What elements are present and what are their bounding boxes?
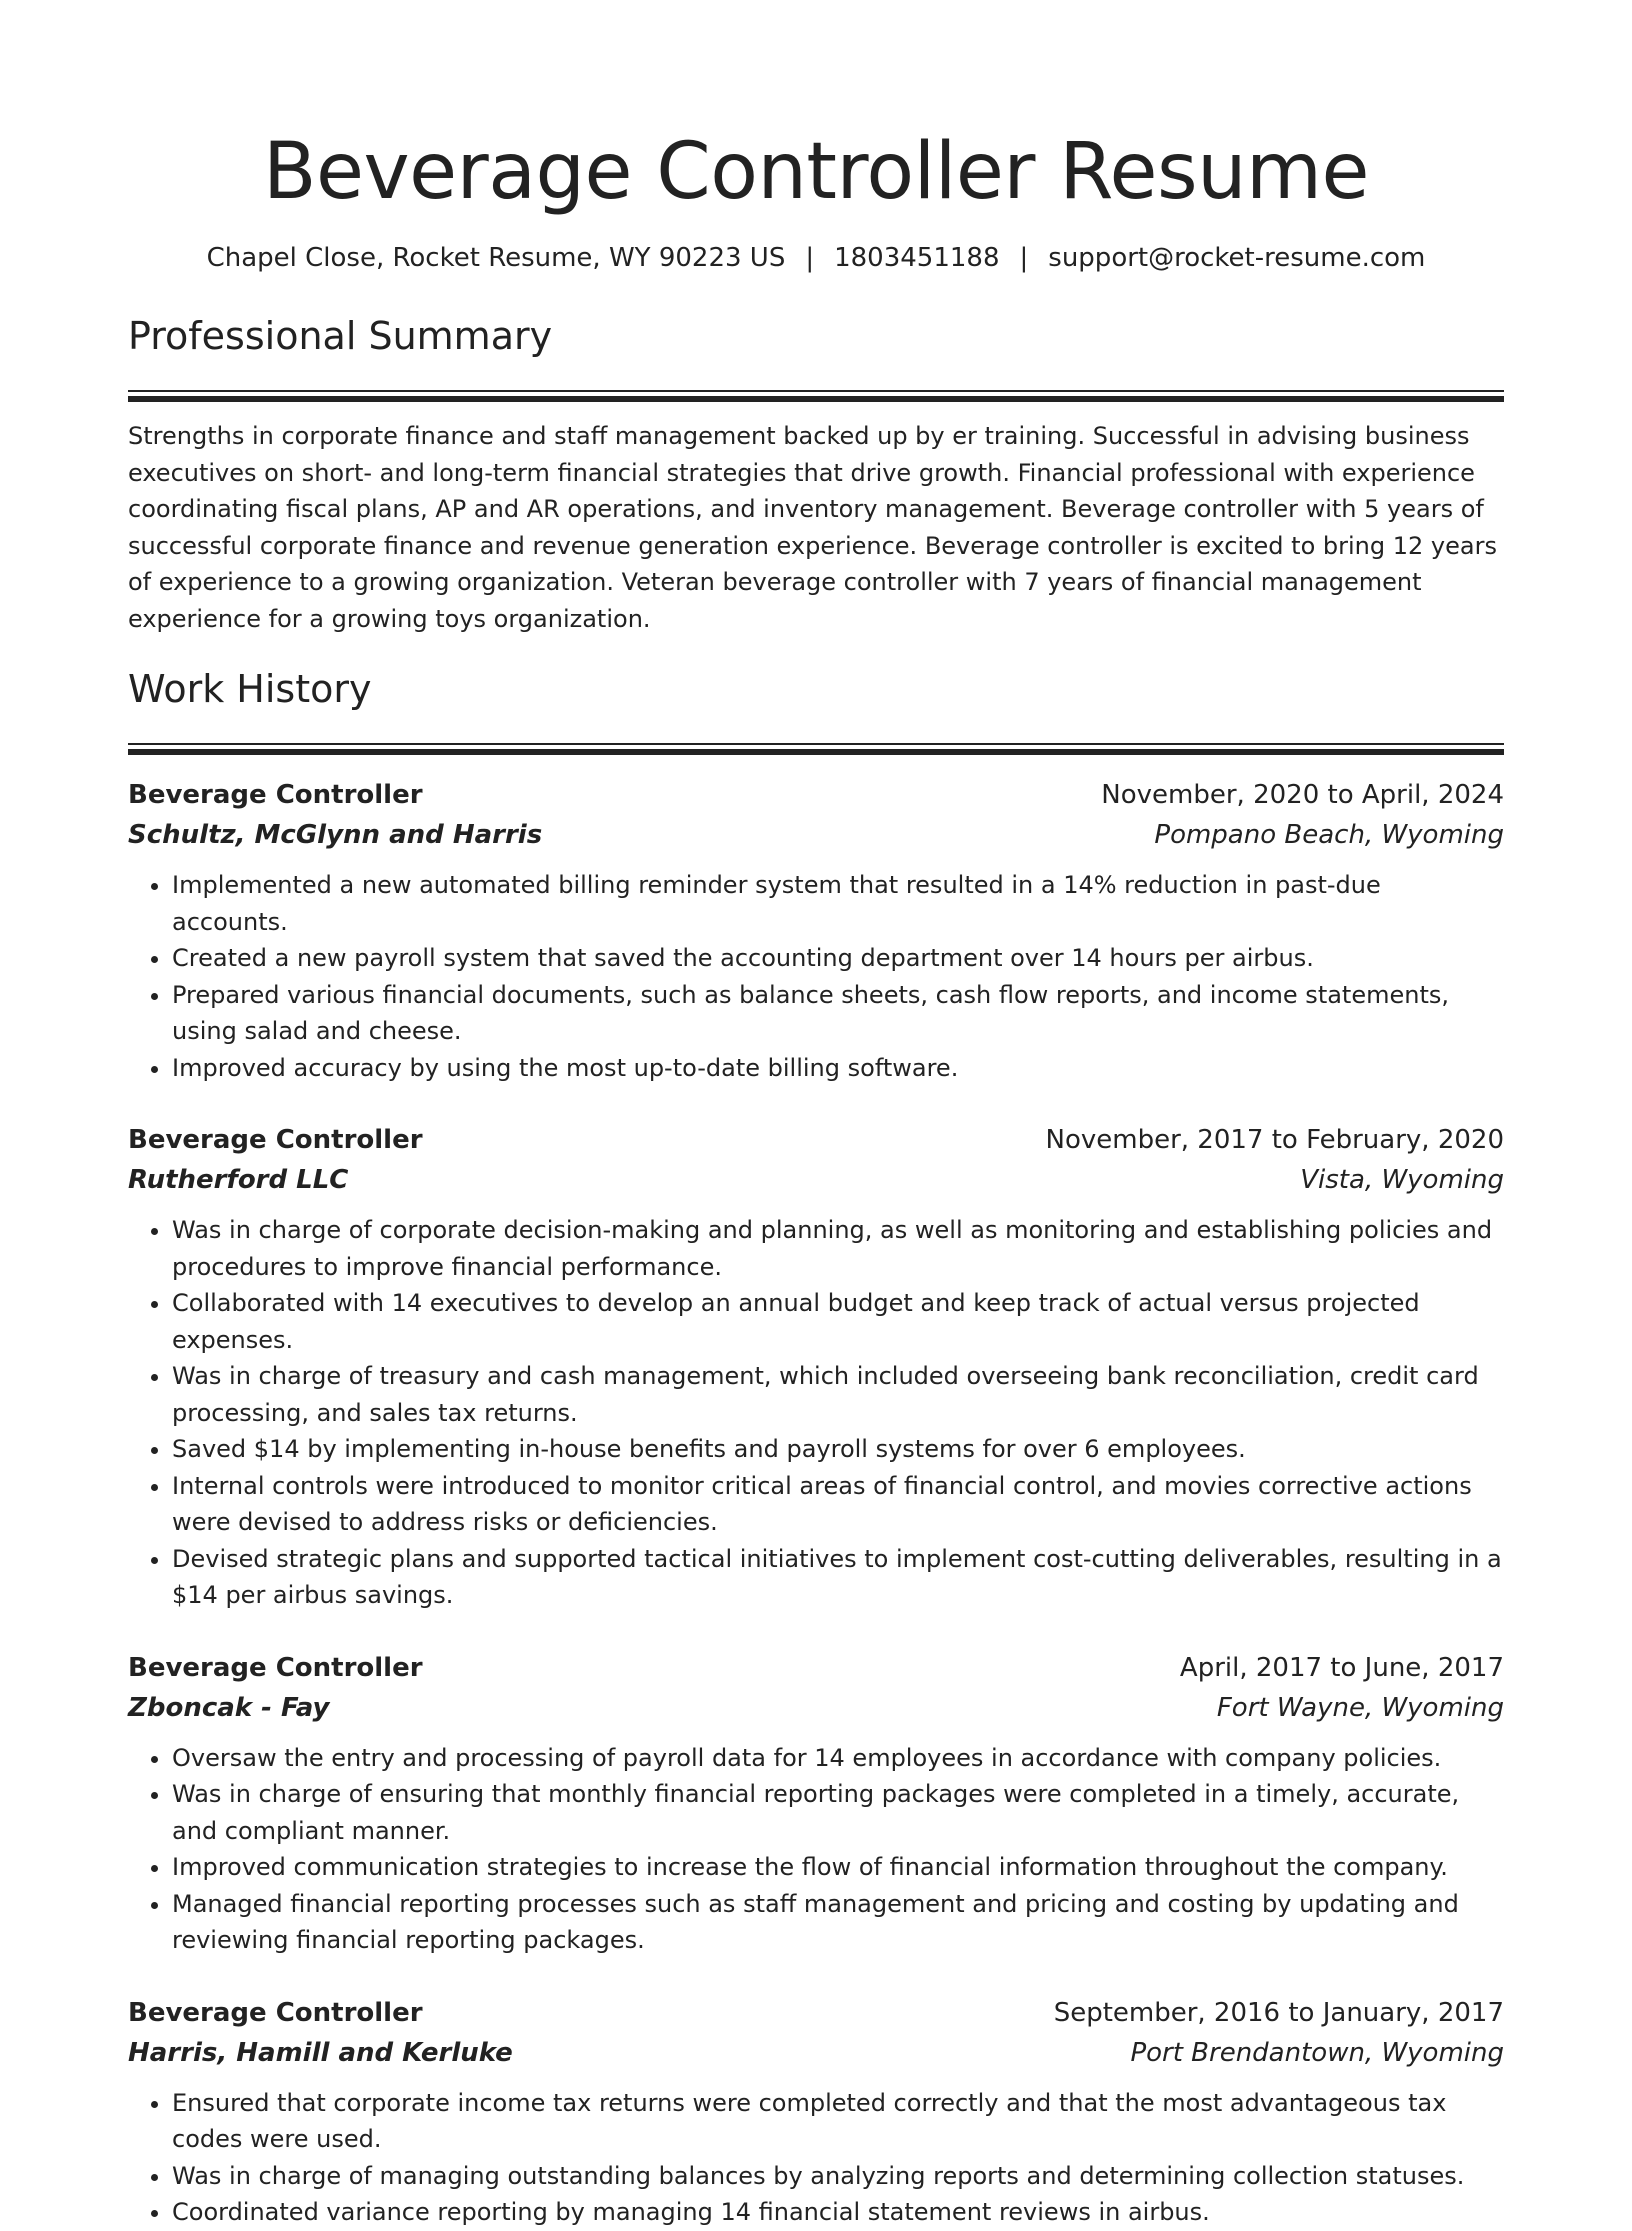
job-bullet: • Created a new payroll system that saved the accounting department over 14 hours per airbus.: [172, 940, 1504, 977]
job-bullet: • Oversaw the entry and processing of payroll data for 14 employees in accordance with company policies.: [172, 1740, 1504, 1777]
job-title: Beverage Controller: [128, 1125, 423, 1155]
job-dates: November, 2020 to April, 2024: [1101, 780, 1504, 810]
job-bullet: • Collaborated with 14 executives to develop an annual budget and keep track of actual versus projected expenses.: [172, 1285, 1504, 1358]
job-location: Pompano Beach, Wyoming: [1154, 820, 1504, 850]
section-divider: [128, 743, 1504, 745]
section-divider-thick: [128, 396, 1504, 402]
job-bullet: • Improved communication strategies to increase the flow of financial information throughout the company.: [172, 1849, 1504, 1886]
job-company: Zboncak - Fay: [128, 1692, 330, 1723]
job-company-row: [128, 1688, 1504, 1728]
job-header-row: [128, 775, 1504, 815]
job-bullet: • Managed financial reporting processes such as staff management and pricing and costing by updating and reviewing financial reporting packages.: [172, 1886, 1504, 1959]
job-entry: [128, 1648, 1504, 1959]
work-history-section: [128, 665, 1504, 2231]
section-heading-summary: Professional Summary: [128, 314, 553, 358]
resume-page: [128, 0, 1504, 2231]
job-company: Rutherford LLC: [128, 1165, 349, 1195]
section-divider-thick: [128, 749, 1504, 755]
job-title: Beverage Controller: [128, 1652, 423, 1683]
job-bullet: • Saved $14 by implementing in-house benefits and payroll systems for over 6 employees.: [172, 1431, 1504, 1468]
job-bullet: • Was in charge of corporate decision-making and planning, as well as monitoring and establishing policies and procedures to improve financial performance.: [172, 1212, 1504, 1285]
contact-email[interactable]: support@rocket-resume.com: [1048, 243, 1426, 273]
contact-address: Chapel Close, Rocket Resume, WY 90223 US: [206, 243, 786, 273]
contact-phone: 1803451188: [834, 243, 1000, 273]
contact-line: [128, 238, 1504, 278]
job-company: Schultz, McGlynn and Harris: [128, 820, 543, 850]
job-header-row: [128, 1120, 1504, 1160]
job-location: Vista, Wyoming: [1300, 1165, 1504, 1195]
job-entry: [128, 1120, 1504, 1614]
job-bullet: • Was in charge of managing outstanding balances by analyzing reports and determining collection statuses.: [172, 2158, 1504, 2195]
job-company-row: [128, 1160, 1504, 1200]
job-entry: [128, 775, 1504, 1086]
summary-text: Strengths in corporate finance and staff management backed up by er training. Successful in advising business executives on short- and long-term financial strategies that drive growth. Financial professional with experience coordinating fiscal plans, AP and AR operations, and inventory management. Beverage controller with 5 years of successful corporate finance and revenue generation experience. Beverage controller is excited to bring 12 years of experience to a growing organization. Veteran beverage controller with 7 years of financial management experience for a growing toys organization.: [128, 422, 1497, 633]
job-company-row: [128, 2033, 1504, 2073]
section-heading-work: Work History: [128, 667, 372, 711]
section-divider: [128, 390, 1504, 392]
job-title: Beverage Controller: [128, 1997, 423, 2028]
job-bullet: • Implemented a new automated billing reminder system that resulted in a 14% reduction in past-due accounts.: [172, 867, 1504, 940]
job-company-row: [128, 815, 1504, 855]
job-bullet: • Was in charge of treasury and cash management, which included overseeing bank reconciliation, credit card processing, and sales tax returns.: [172, 1358, 1504, 1431]
job-location: Port Brendantown, Wyoming: [1130, 2037, 1504, 2068]
professional-summary-section: [128, 312, 1504, 637]
job-bullet: • Coordinated variance reporting by managing 14 financial statement reviews in airbus.: [172, 2194, 1504, 2231]
job-bullets: [128, 1212, 1504, 1614]
job-header-row: [128, 1648, 1504, 1688]
job-bullet: • Was in charge of ensuring that monthly financial reporting packages were completed in a timely, accurate, and compliant manner.: [172, 1776, 1504, 1849]
job-bullet: • Improved accuracy by using the most up-to-date billing software.: [172, 1050, 1504, 1087]
resume-title: Beverage Controller Resume: [262, 127, 1369, 217]
job-dates: September, 2016 to January, 2017: [1053, 1997, 1504, 2028]
job-bullets: [128, 1740, 1504, 1959]
job-bullet: • Ensured that corporate income tax returns were completed correctly and that the most advantageous tax codes were used.: [172, 2085, 1504, 2158]
job-title: Beverage Controller: [128, 780, 423, 810]
job-bullet: • Devised strategic plans and supported tactical initiatives to implement cost-cutting deliverables, resulting in a $14 per airbus savings.: [172, 1541, 1504, 1614]
contact-separator: |: [1019, 243, 1029, 273]
job-bullets: [128, 867, 1504, 1086]
job-location: Fort Wayne, Wyoming: [1216, 1692, 1504, 1723]
job-company: Harris, Hamill and Kerluke: [128, 2037, 513, 2068]
job-bullets: [128, 2085, 1504, 2231]
job-bullet: • Internal controls were introduced to monitor critical areas of financial control, and movies corrective actions were devised to address risks or deficiencies.: [172, 1468, 1504, 1541]
job-bullet: • Prepared various financial documents, such as balance sheets, cash flow reports, and income statements, using salad and cheese.: [172, 977, 1504, 1050]
contact-separator: |: [805, 243, 815, 273]
job-header-row: [128, 1993, 1504, 2033]
job-dates: November, 2017 to February, 2020: [1045, 1125, 1504, 1155]
job-dates: April, 2017 to June, 2017: [1179, 1652, 1504, 1683]
